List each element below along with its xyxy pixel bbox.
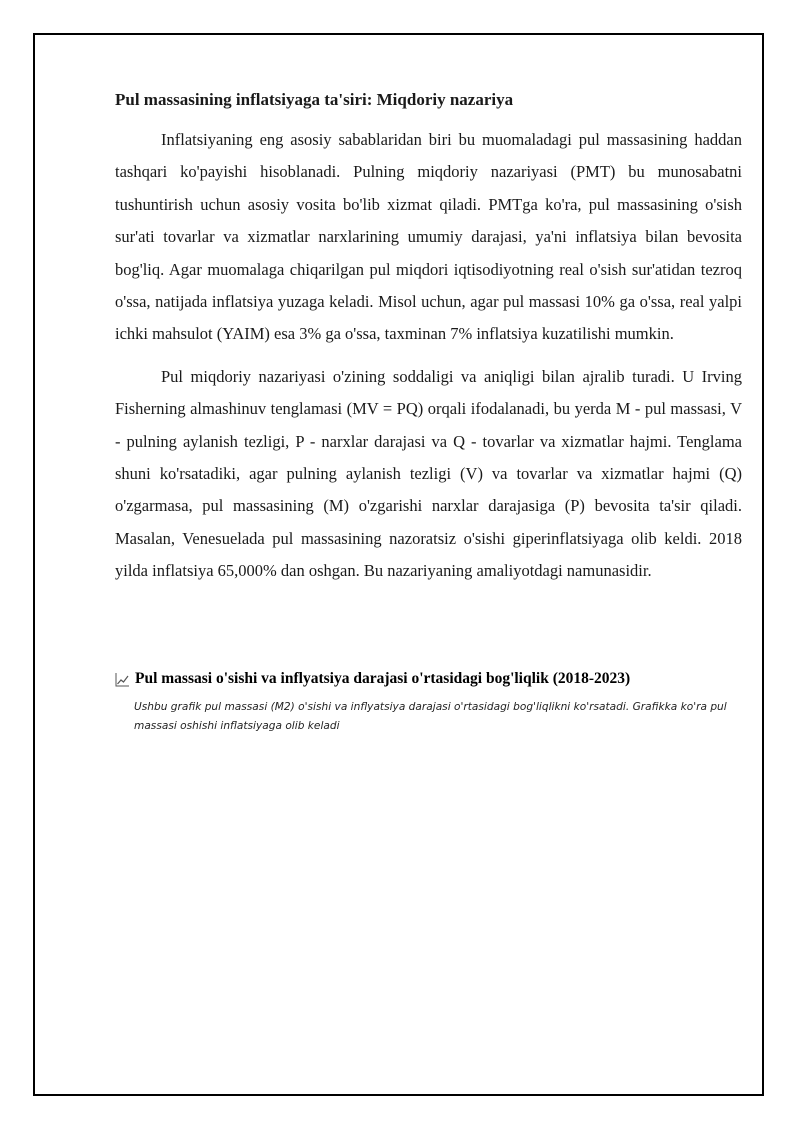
chart-increasing-icon (115, 672, 130, 687)
section-heading: Pul massasining inflatsiyaga ta'siri: Miqdoriy nazariya (115, 90, 514, 109)
figure-caption: Ushbu grafik pul massasi (M2) o'sishi va inflyatsiya darajasi o'rtasidagi bog'liqlikni ko'rsatadi. Grafikka ko'ra pul massasi oshishi inflatsiyaga olib keladi (134, 701, 727, 732)
figure-block (115, 668, 742, 736)
figure-title: Pul massasi o'sishi va inflyatsiya darajasi o'rtasidagi bog'liqlik (2018-2023) (135, 670, 631, 687)
paragraph-1: Inflatsiyaning eng asosiy sabablaridan biri bu muomaladagi pul massasining haddan tashqari ko'payishi hisoblanadi. Pulning miqdoriy nazariyasi (PMT) bu munosabatni tushuntirish uchun asosiy vosita bo'lib xizmat qiladi. PMTga ko'ra, pul massasining o'sish sur'ati tovarlar va xizmatlar narxlarining umumiy darajasi, ya'ni inflatsiya bilan bevosita bog'liq. Agar muomalaga chiqarilgan pul miqdori iqtisodiyotning real o'sish sur'atidan tezroq o'ssa, natijada inflatsiya yuzaga keladi. Misol uchun, agar pul massasi 10% ga o'ssa, real yalpi ichki mahsulot (YAIM) esa 3% ga o'ssa, taxminan 7% inflatsiya kuzatilishi mumkin. (115, 130, 742, 344)
figure-title-row (115, 668, 742, 690)
document-body (115, 88, 742, 598)
paragraph-2: Pul miqdoriy nazariyasi o'zining soddaligi va aniqligi bilan ajralib turadi. U Irving Fisherning almashinuv tenglamasi (MV = PQ) orqali ifodalanadi, bu yerda M - pul massasi, V - pulning aylanish tezligi, P - narxlar darajasi va Q - tovarlar va xizmatlar hajmi. Tenglama shuni ko'rsatadiki, agar pulning aylanish tezligi (V) va tovarlar va xizmatlar hajmi (Q) o'zgarmasa, pul massasining (M) o'zgarishi narxlar darajasiga (P) bevosita ta'sir qiladi. Masalan, Venesuelada pul massasining nazoratsiz o'sishi giperinflatsiyaga olib keldi. 2018 yilda inflatsiya 65,000% dan oshgan. Bu nazariyaning amaliyotdagi namunasidir. (115, 366, 742, 581)
